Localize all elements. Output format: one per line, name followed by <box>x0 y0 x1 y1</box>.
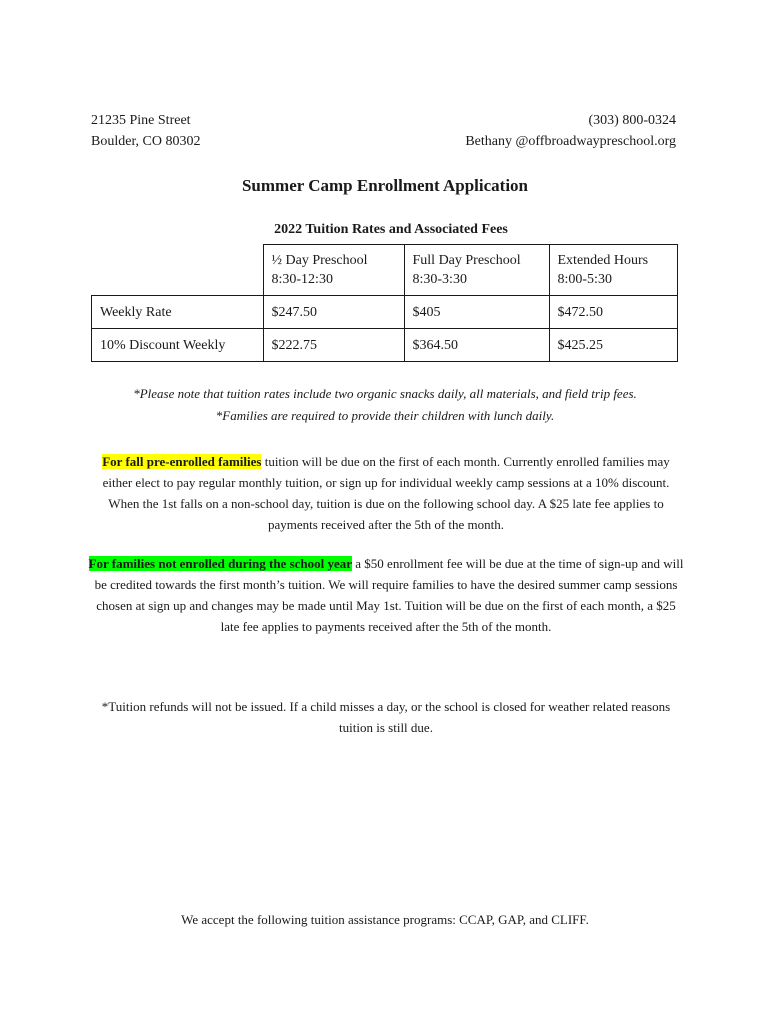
table-cell: $222.75 <box>263 329 404 362</box>
row-label: 10% Discount Weekly <box>92 329 264 362</box>
table-cell: $247.50 <box>263 296 404 329</box>
table-caption: 2022 Tuition Rates and Associated Fees <box>274 222 508 237</box>
column-name: ½ Day Preschool <box>271 253 368 268</box>
table-corner-cell <box>92 245 264 296</box>
fees-note: *Please note that tuition rates include two organic snacks daily, all materials, and field trip fees. <box>133 386 637 401</box>
contact-email: Bethany @offbroadwaypreschool.org <box>465 134 676 149</box>
not-enrolled-text: a $50 enrollment fee will be due at the time of sign-up and will be credited towards the first month’s tuition. We will require families to have the desired summer camp sessions chosen at sign up and changes may be made until May 1st. Tuition will be due on the first of each month, a $25 late fee applies to payments received after the 5th of the month. <box>94 556 684 634</box>
column-header-half-day <box>263 245 404 296</box>
tuition-rates-table <box>91 244 678 362</box>
address-city: Boulder, CO 80302 <box>91 134 201 149</box>
row-label: Weekly Rate <box>92 296 264 329</box>
table-row <box>92 329 678 362</box>
table-cell: $364.50 <box>404 329 549 362</box>
not-enrolled-paragraph <box>88 553 684 637</box>
column-header-extended <box>549 245 677 296</box>
column-hours: 8:30-12:30 <box>271 272 333 287</box>
table-cell: $425.25 <box>549 329 677 362</box>
lunch-note: *Families are required to provide their children with lunch daily. <box>215 408 555 423</box>
pre-enrolled-highlight: For fall pre-enrolled families <box>102 454 262 469</box>
column-name: Full Day Preschool <box>412 253 521 268</box>
column-header-full-day <box>404 245 549 296</box>
column-hours: 8:00-5:30 <box>557 272 612 287</box>
table-cell: $472.50 <box>549 296 677 329</box>
refund-note: *Tuition refunds will not be issued. If a child misses a day, or the school is closed for weather related reasons tuition is still due. <box>101 699 671 735</box>
address-street: 21235 Pine Street <box>91 113 191 128</box>
table-header-row <box>92 245 678 296</box>
page-title: Summer Camp Enrollment Application <box>241 176 529 195</box>
assistance-programs: We accept the following tuition assistance programs: CCAP, GAP, and CLIFF. <box>181 912 589 927</box>
not-enrolled-highlight: For families not enrolled during the school year <box>88 556 353 571</box>
column-hours: 8:30-3:30 <box>412 272 467 287</box>
table-cell: $405 <box>404 296 549 329</box>
school-contact <box>465 110 676 152</box>
pre-enrolled-text: tuition will be due on the first of each month. Currently enrolled families may either elect to pay regular monthly tuition, or sign up for individual weekly camp sessions at a 10% discount. When the 1st falls on a non-school day, tuition is due on the following school day. A $25 late fee applies to payments received after the 5th of the month. <box>102 454 670 532</box>
school-address <box>91 110 201 152</box>
column-name: Extended Hours <box>557 253 649 268</box>
contact-phone: (303) 800-0324 <box>588 113 676 128</box>
pre-enrolled-paragraph <box>88 451 684 535</box>
table-row <box>92 296 678 329</box>
